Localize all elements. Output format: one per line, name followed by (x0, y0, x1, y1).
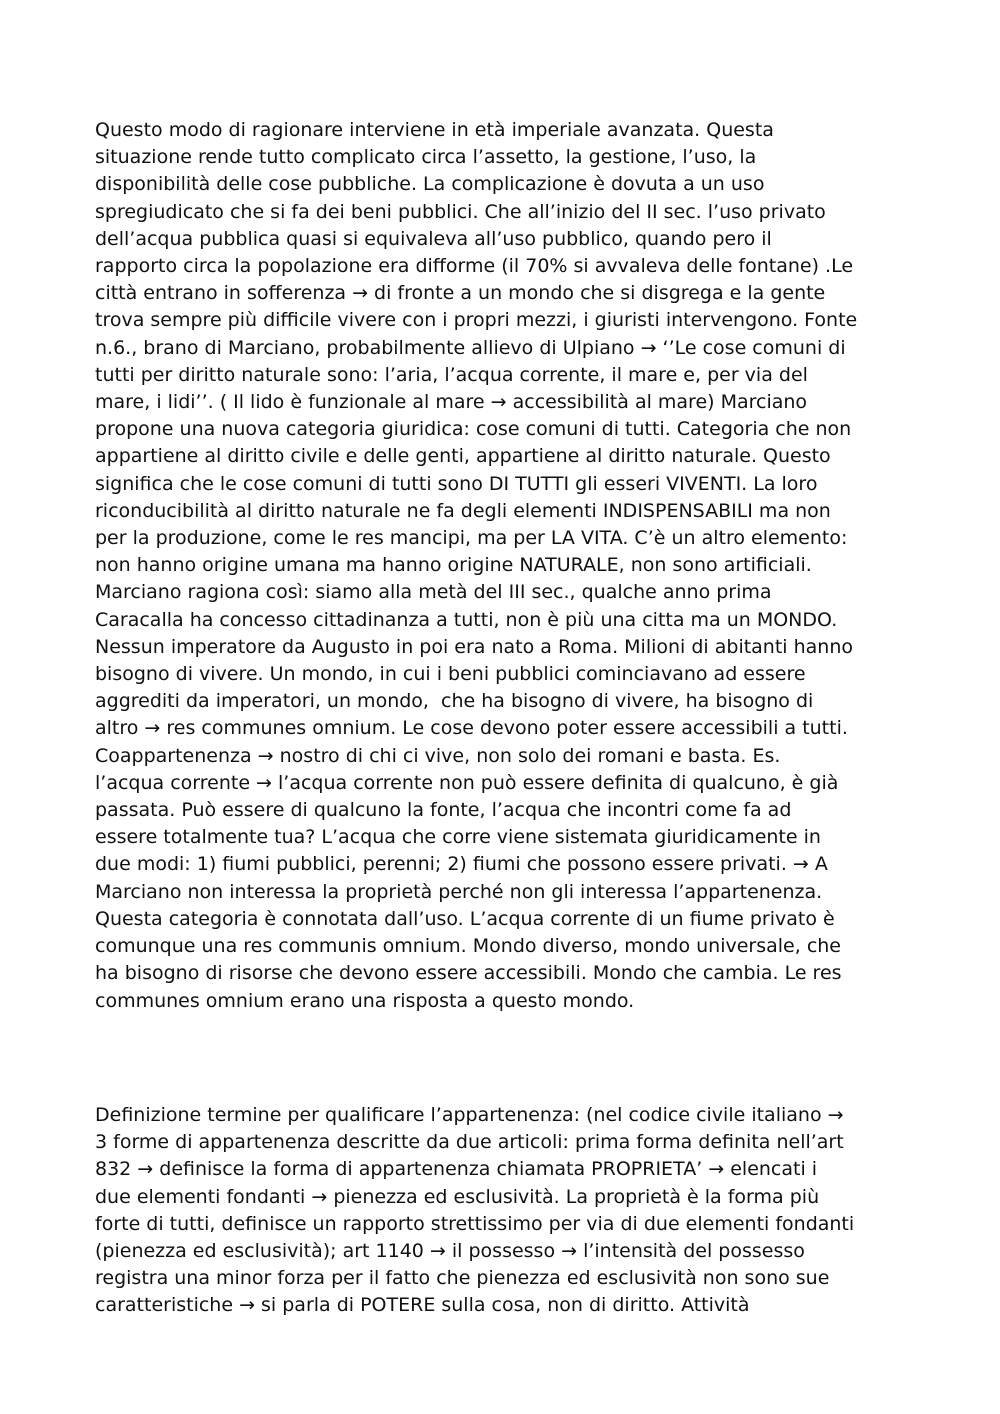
text-line: tutti per diritto naturale sono: l’aria, l’acqua corrente, il mare e, per via del (95, 363, 808, 386)
text-line: città entrano in sofferenza → di fronte a un mondo che si disgrega e la gente (95, 282, 826, 305)
text-line: (pienezza ed esclusività); art 1140 → il possesso → l’intensità del possesso (95, 1240, 805, 1263)
text-line: mare, i lidi’’. ( Il lido è funzionale al mare → accessibilità al mare) Marciano (95, 391, 808, 414)
text-line: essere totalmente tua? L’acqua che corre viene sistemata giuridicamente in (95, 826, 821, 849)
text-line: dell’acqua pubblica quasi si equivaleva all’uso pubblico, quando pero il (95, 227, 772, 250)
text-line: spregiudicato che si fa dei beni pubblici. Che all’inizio del II sec. l’uso privato (95, 200, 826, 223)
text-line: l’acqua corrente → l’acqua corrente non può essere definita di qualcuno, è già (95, 771, 839, 794)
text-line: per la produzione, come le res mancipi, ma per LA VITA. C’è un altro elemento: (95, 527, 848, 550)
text-line: propone una nuova categoria giuridica: cose comuni di tutti. Categoria che non (95, 418, 852, 441)
text-line: situazione rende tutto complicato circa l’assetto, la gestione, l’uso, la (95, 146, 757, 169)
text-line: comunque una res communis omnium. Mondo diverso, mondo universale, che (95, 935, 842, 958)
text-line: 3 forme di appartenenza descritte da due articoli: prima forma definita nell’art (95, 1131, 844, 1154)
text-line: appartiene al diritto civile e delle genti, appartiene al diritto naturale. Questo (95, 445, 831, 468)
text-line: aggrediti da imperatori, un mondo, che ha bisogno di vivere, ha bisogno di (95, 690, 814, 713)
text-line: ha bisogno di risorse che devono essere accessibili. Mondo che cambia. Le res (95, 962, 842, 985)
text-line: n.6., brano di Marciano, probabilmente allievo di Ulpiano → ‘’Le cose comuni di (95, 336, 846, 359)
text-line: riconducibilità al diritto naturale ne fa degli elementi INDISPENSABILI ma non (95, 499, 831, 522)
text-line: due modi: 1) fiumi pubblici, perenni; 2) fiumi che possono essere privati. → A (95, 853, 828, 876)
text-line: disponibilità delle cose pubbliche. La complicazione è dovuta a un uso (95, 173, 765, 196)
text-line: Marciano ragiona così: siamo alla metà del III sec., qualche anno prima (95, 581, 772, 604)
text-line: communes omnium erano una risposta a questo mondo. (95, 989, 635, 1012)
paragraph-res-communes (95, 117, 935, 1015)
text-line: non hanno origine umana ma hanno origine NATURALE, non sono artificiali. (95, 554, 812, 577)
text-line: registra una minor forza per il fatto che pienezza ed esclusività non sono sue (95, 1267, 830, 1290)
text-line: 832 → definisce la forma di appartenenza chiamata PROPRIETA’ → elencati i (95, 1158, 818, 1181)
text-line: significa che le cose comuni di tutti sono DI TUTTI gli esseri VIVENTI. La loro (95, 472, 818, 495)
paragraph-definizione-appartenenza (95, 1102, 935, 1320)
text-line: altro → res communes omnium. Le cose devono poter essere accessibili a tutti. (95, 717, 848, 740)
text-line: passata. Può essere di qualcuno la fonte, l’acqua che incontri come fa ad (95, 799, 792, 822)
text-line: due elementi fondanti → pienezza ed esclusività. La proprietà è la forma più (95, 1185, 820, 1208)
text-line: forte di tutti, definisce un rapporto strettissimo per via di due elementi fondanti (95, 1212, 855, 1235)
text-line: Questo modo di ragionare interviene in età imperiale avanzata. Questa (95, 119, 774, 141)
text-line: caratteristiche → si parla di POTERE sulla cosa, non di diritto. Attività (95, 1294, 750, 1317)
text-line: bisogno di vivere. Un mondo, in cui i beni pubblici cominciavano ad essere (95, 663, 806, 686)
text-line: Marciano non interessa la proprietà perché non gli interessa l’appartenenza. (95, 880, 823, 903)
text-line: Caracalla ha concesso cittadinanza a tutti, non è più una citta ma un MONDO. (95, 608, 838, 631)
text-line: Coappartenenza → nostro di chi ci vive, non solo dei romani e basta. Es. (95, 744, 781, 767)
text-line: rapporto circa la popolazione era difforme (il 70% si avvaleva delle fontane) .Le (95, 255, 854, 278)
text-line: Nessun imperatore da Augusto in poi era nato a Roma. Milioni di abitanti hanno (95, 635, 854, 658)
text-line: Definizione termine per qualificare l’appartenenza: (nel codice civile italiano → (95, 1104, 844, 1126)
text-line: Questa categoria è connotata dall’uso. L’acqua corrente di un fiume privato è (95, 907, 835, 930)
text-line: trova sempre più difficile vivere con i propri mezzi, i giuristi intervengono. Fonte (95, 309, 858, 332)
